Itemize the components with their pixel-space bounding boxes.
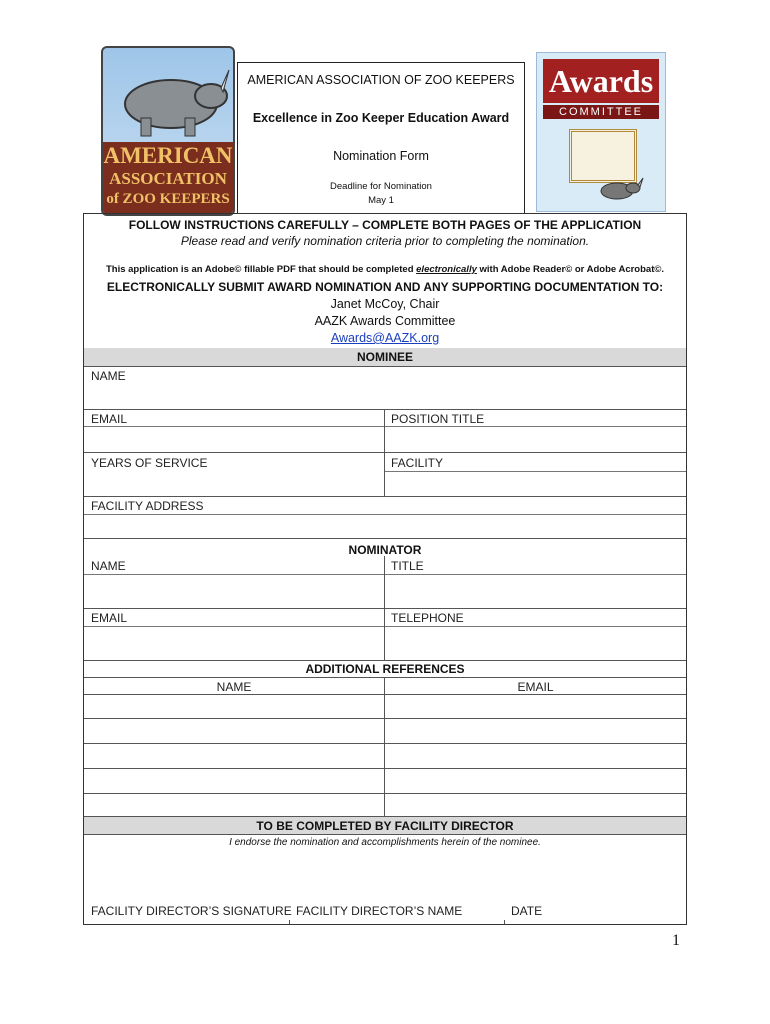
certificate-icon xyxy=(569,129,637,183)
nominee-address-field[interactable] xyxy=(84,496,686,539)
references-col-name: NAME xyxy=(216,680,252,694)
nominator-email-phone-row xyxy=(84,608,686,661)
nominee-facility-label: FACILITY xyxy=(391,456,444,470)
references-col-email: EMAIL xyxy=(517,680,554,694)
nominator-name-label: NAME xyxy=(91,559,126,573)
nominator-title-label: TITLE xyxy=(391,559,424,573)
director-heading: TO BE COMPLETED BY FACILITY DIRECTOR xyxy=(256,819,514,833)
contact-name: Janet McCoy, Chair xyxy=(330,297,440,311)
logo-text-zookeepers: of ZOO KEEPERS xyxy=(106,191,230,207)
nominator-telephone-label: TELEPHONE xyxy=(391,611,464,625)
nominee-years-facility-row xyxy=(84,452,686,497)
nominator-email-label: EMAIL xyxy=(91,611,128,625)
submit-instruction: ELECTRONICALLY SUBMIT AWARD NOMINATION AND ANY SUPPORTING DOCUMENTATION TO: xyxy=(106,280,664,294)
contact-email-link[interactable]: Awards@AAZK.org xyxy=(330,331,440,345)
nominee-heading-bar xyxy=(84,348,686,367)
director-signature-label: FACILITY DIRECTOR’S SIGNATURE xyxy=(91,904,292,918)
form-header xyxy=(237,62,525,214)
nominee-address-label: FACILITY ADDRESS xyxy=(91,499,204,513)
references-column-header xyxy=(84,677,686,695)
page-number: 1 xyxy=(672,932,680,949)
nominee-email-label: EMAIL xyxy=(91,412,128,426)
nominee-email-position-row xyxy=(84,409,686,453)
awards-logo-title: Awards xyxy=(543,59,659,103)
nominee-name-field[interactable] xyxy=(84,366,686,410)
logo-text-american: AMERICAN xyxy=(103,143,233,168)
director-date-label: DATE xyxy=(511,904,543,918)
rhino-icon xyxy=(595,177,645,203)
reference-row[interactable] xyxy=(84,794,686,817)
instructions-section xyxy=(84,214,686,349)
nominator-heading: NOMINATOR xyxy=(348,543,422,557)
instructions-subheading: Please read and verify nomination criteria prior to completing the nomination. xyxy=(180,234,590,248)
logo-text-association: ASSOCIATION xyxy=(109,169,227,188)
awards-logo-committee: COMMITTEE xyxy=(543,105,659,119)
electronically-emphasis: electronically xyxy=(416,264,477,275)
reference-row[interactable] xyxy=(84,694,686,719)
aazk-logo xyxy=(101,46,235,216)
nominee-heading: NOMINEE xyxy=(356,350,413,364)
nominee-position-label: POSITION TITLE xyxy=(391,412,485,426)
reference-row[interactable] xyxy=(84,744,686,769)
nominator-heading-bar xyxy=(84,538,686,556)
reference-row[interactable] xyxy=(84,719,686,744)
references-heading: ADDITIONAL REFERENCES xyxy=(305,662,465,676)
nomination-form xyxy=(83,213,687,925)
rhino-illustration xyxy=(103,48,233,144)
deadline-label: Deadline for Nomination xyxy=(330,181,432,192)
org-name: AMERICAN ASSOCIATION OF ZOO KEEPERS xyxy=(247,73,515,87)
fillable-pdf-note: This application is an Adobe© fillable PDF that should be completed electronically with Adobe Reader© or Adobe Acrobat©. xyxy=(105,264,664,275)
award-title: Excellence in Zoo Keeper Education Award xyxy=(252,111,510,125)
reference-row[interactable] xyxy=(84,769,686,794)
nominee-name-label: NAME xyxy=(91,369,126,383)
instructions-heading: FOLLOW INSTRUCTIONS CAREFULLY – COMPLETE BOTH PAGES OF THE APPLICATION xyxy=(128,218,642,232)
nominee-years-label: YEARS OF SERVICE xyxy=(91,456,208,470)
director-name-label: FACILITY DIRECTOR’S NAME xyxy=(296,904,463,918)
references-heading-bar xyxy=(84,660,686,678)
director-heading-bar xyxy=(84,817,686,835)
contact-org: AAZK Awards Committee xyxy=(314,314,456,328)
director-endorsement: I endorse the nomination and accomplishments herein of the nominee. xyxy=(229,837,541,848)
nominator-name-title-row xyxy=(84,556,686,609)
awards-committee-logo xyxy=(536,52,666,212)
form-title: Nomination Form xyxy=(333,149,429,163)
deadline-date: May 1 xyxy=(368,195,394,206)
